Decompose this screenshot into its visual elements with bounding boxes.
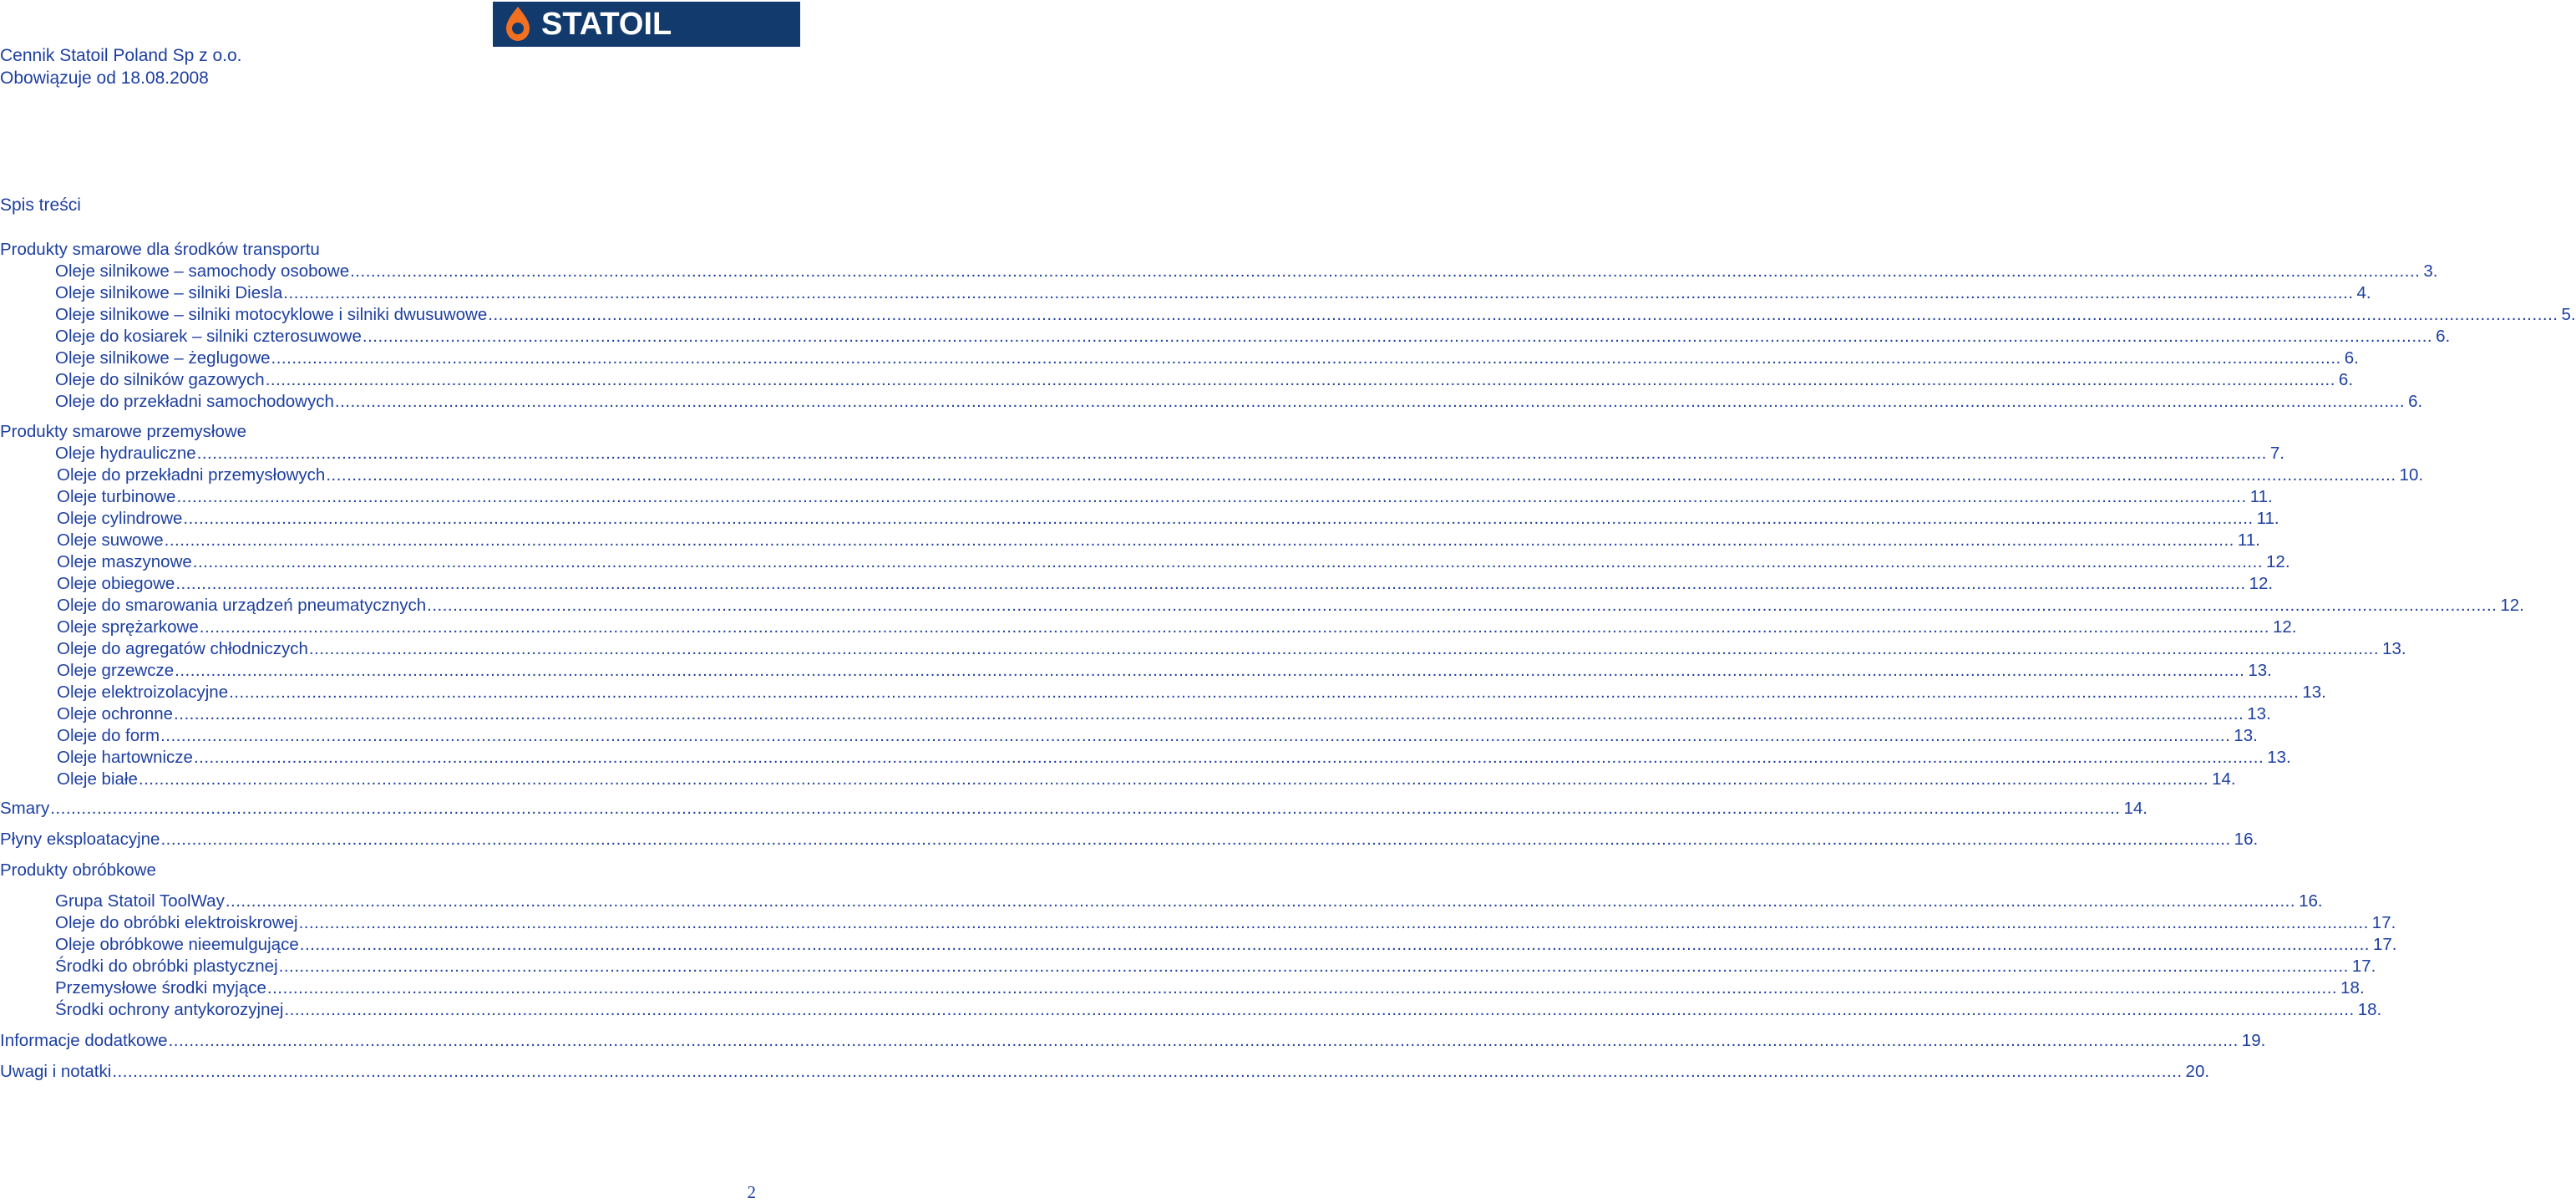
toc-entry-page: 16. bbox=[2299, 891, 2323, 911]
toc-entry[interactable] bbox=[57, 464, 2424, 486]
toc-dot-leader: ................................................................................................................................................................................................................................................................................................................................................................................................................ bbox=[174, 704, 2244, 723]
toc-entry-label: Środki ochrony antykorozyjnej bbox=[55, 1000, 284, 1019]
toc-entry-page: 19. bbox=[2241, 1031, 2266, 1050]
toc-entry[interactable] bbox=[57, 638, 2406, 660]
toc-entry-page: 17. bbox=[2372, 935, 2397, 954]
toc-entry-page: 4. bbox=[2356, 283, 2371, 302]
toc-entry-label: Oleje obróbkowe nieemulgujące bbox=[55, 935, 299, 954]
toc-entry[interactable] bbox=[0, 1030, 2266, 1052]
toc-entry-page: 11. bbox=[2237, 530, 2260, 550]
toc-dot-leader: ................................................................................................................................................................................................................................................................................................................................................................................................................ bbox=[160, 726, 2231, 745]
price-list-title: Cennik Statoil Poland Sp z o.o. bbox=[0, 46, 242, 65]
toc-entry-page: 14. bbox=[2212, 769, 2236, 789]
toc-entry-page: 13. bbox=[2267, 748, 2291, 767]
toc-entry-label: Oleje do agregatów chłodniczych bbox=[57, 639, 308, 658]
toc-entry-label: Oleje ochronne bbox=[57, 704, 174, 723]
toc-entry-page: 13. bbox=[2302, 683, 2326, 702]
toc-entry[interactable] bbox=[57, 617, 2297, 638]
toc-entry-page: 17. bbox=[2351, 957, 2376, 976]
toc-entry-label: Oleje sprężarkowe bbox=[57, 617, 199, 637]
toc-entry[interactable] bbox=[57, 747, 2291, 769]
toc-title: Spis treści bbox=[0, 195, 81, 215]
toc-dot-leader: ................................................................................................................................................................................................................................................................................................................................................................................................................ bbox=[298, 913, 2369, 932]
toc-entry-label: Oleje silnikowe – silniki Diesla bbox=[55, 283, 283, 302]
toc-entry-page: 7. bbox=[2269, 444, 2284, 463]
page-number: 2 bbox=[747, 1182, 756, 1202]
toc-entry-label: Oleje cylindrowe bbox=[57, 509, 183, 528]
toc-dot-leader: ................................................................................................................................................................................................................................................................................................................................................................................................................ bbox=[308, 639, 2380, 658]
toc-dot-leader: ................................................................................................................................................................................................................................................................................................................................................................................................................ bbox=[160, 830, 2231, 849]
toc-entry[interactable] bbox=[55, 934, 2397, 956]
toc-entry[interactable] bbox=[55, 282, 2371, 304]
toc-dot-leader: ................................................................................................................................................................................................................................................................................................................................................................................................................ bbox=[175, 661, 2245, 680]
toc-dot-leader: ................................................................................................................................................................................................................................................................................................................................................................................................................ bbox=[284, 1000, 2355, 1019]
toc-entry-page: 16. bbox=[2234, 830, 2259, 849]
toc-entry-page: 14. bbox=[2123, 799, 2148, 818]
toc-entry-label: Oleje do obróbki elektroiskrowej bbox=[55, 913, 298, 932]
toc-entry-label: Oleje do smarowania urządzeń pneumatycznych bbox=[57, 596, 427, 615]
toc-entry-label: Oleje białe bbox=[57, 769, 138, 789]
toc-entry-label: Płyny eksploatacyjne bbox=[0, 830, 160, 849]
logo-text: STATOIL bbox=[541, 7, 672, 42]
toc-entry[interactable] bbox=[57, 660, 2272, 682]
toc-section-heading: Produkty smarowe przemysłowe bbox=[0, 422, 247, 441]
statoil-logo bbox=[493, 2, 800, 47]
toc-entry-page: 13. bbox=[2382, 639, 2406, 658]
toc-entry-label: Przemysłowe środki myjące bbox=[55, 978, 266, 997]
toc-entry-page: 11. bbox=[2256, 509, 2279, 528]
toc-dot-leader: ................................................................................................................................................................................................................................................................................................................................................................................................................ bbox=[299, 935, 2370, 954]
toc-entry[interactable] bbox=[57, 725, 2258, 747]
toc-entry-page: 10. bbox=[2399, 465, 2424, 485]
toc-entry[interactable] bbox=[57, 682, 2326, 703]
toc-entry-page: 12. bbox=[2273, 617, 2297, 637]
toc-entry-page: 12. bbox=[2500, 596, 2524, 615]
toc-entry-label: Oleje suwowe bbox=[57, 530, 164, 550]
toc-dot-leader: ................................................................................................................................................................................................................................................................................................................................................................................................................ bbox=[168, 1031, 2239, 1050]
toc-dot-leader: ................................................................................................................................................................................................................................................................................................................................................................................................................ bbox=[265, 370, 2335, 389]
toc-entry-label: Oleje hydrauliczne bbox=[55, 444, 196, 463]
toc-entry-page: 13. bbox=[2248, 661, 2272, 680]
toc-entry[interactable] bbox=[57, 486, 2273, 508]
toc-entry[interactable] bbox=[0, 798, 2148, 820]
toc-entry[interactable] bbox=[57, 769, 2236, 790]
toc-entry-label: Oleje turbinowe bbox=[57, 487, 176, 506]
toc-entry-label: Oleje do przekładni przemysłowych bbox=[57, 465, 326, 485]
toc-dot-leader: ................................................................................................................................................................................................................................................................................................................................................................................................................ bbox=[278, 957, 2349, 976]
toc-entry[interactable] bbox=[55, 304, 2576, 326]
toc-entry[interactable] bbox=[57, 530, 2260, 551]
toc-entry[interactable] bbox=[57, 703, 2271, 725]
toc-entry-label: Środki do obróbki plastycznej bbox=[55, 957, 278, 976]
toc-entry-page: 6. bbox=[2436, 327, 2451, 346]
toc-entry[interactable] bbox=[55, 912, 2396, 934]
toc-dot-leader: ................................................................................................................................................................................................................................................................................................................................................................................................................ bbox=[175, 574, 2246, 593]
toc-dot-leader: ................................................................................................................................................................................................................................................................................................................................................................................................................ bbox=[266, 978, 2338, 997]
toc-dot-leader: ................................................................................................................................................................................................................................................................................................................................................................................................................ bbox=[362, 327, 2433, 346]
toc-dot-leader: ................................................................................................................................................................................................................................................................................................................................................................................................................ bbox=[164, 530, 2234, 550]
toc-dot-leader: ................................................................................................................................................................................................................................................................................................................................................................................................................ bbox=[326, 465, 2396, 485]
toc-entry[interactable] bbox=[55, 956, 2376, 977]
toc-entry-label: Oleje obiegowe bbox=[57, 574, 175, 593]
toc-entry-page: 13. bbox=[2234, 726, 2258, 745]
toc-entry-page: 3. bbox=[2423, 261, 2438, 281]
toc-entry[interactable] bbox=[55, 391, 2423, 413]
toc-entry-label: Oleje silnikowe – silniki motocyklowe i silniki dwusuwowe bbox=[55, 305, 488, 324]
toc-dot-leader: ................................................................................................................................................................................................................................................................................................................................................................................................................ bbox=[112, 1062, 2183, 1081]
toc-dot-leader: ................................................................................................................................................................................................................................................................................................................................................................................................................ bbox=[225, 891, 2296, 911]
toc-entry-label: Oleje do form bbox=[57, 726, 160, 745]
toc-entry[interactable] bbox=[0, 829, 2259, 850]
toc-section-heading: Produkty obróbkowe bbox=[0, 860, 156, 880]
toc-entry[interactable] bbox=[55, 261, 2438, 282]
toc-dot-leader: ................................................................................................................................................................................................................................................................................................................................................................................................................ bbox=[50, 799, 2121, 818]
toc-dot-leader: ................................................................................................................................................................................................................................................................................................................................................................................................................ bbox=[183, 509, 2254, 528]
effective-date: Obowiązuje od 18.08.2008 bbox=[0, 69, 209, 88]
toc-entry-label: Oleje maszynowe bbox=[57, 552, 192, 571]
toc-dot-leader: ................................................................................................................................................................................................................................................................................................................................................................................................................ bbox=[138, 769, 2209, 789]
toc-dot-leader: ................................................................................................................................................................................................................................................................................................................................................................................................................ bbox=[229, 683, 2300, 702]
toc-dot-leader: ................................................................................................................................................................................................................................................................................................................................................................................................................ bbox=[334, 392, 2406, 411]
toc-entry[interactable] bbox=[55, 977, 2365, 999]
toc-entry[interactable] bbox=[55, 369, 2354, 391]
toc-dot-leader: ................................................................................................................................................................................................................................................................................................................................................................................................................ bbox=[283, 283, 2354, 302]
toc-entry-label: Oleje do silników gazowych bbox=[55, 370, 265, 389]
toc-dot-leader: ................................................................................................................................................................................................................................................................................................................................................................................................................ bbox=[350, 261, 2421, 281]
toc-entry-label: Uwagi i notatki bbox=[0, 1062, 112, 1081]
toc-entry[interactable] bbox=[55, 348, 2359, 369]
toc-entry[interactable] bbox=[55, 443, 2284, 464]
toc-entry-page: 6. bbox=[2408, 392, 2423, 411]
toc-entry-label: Oleje do przekładni samochodowych bbox=[55, 392, 334, 411]
toc-entry-page: 12. bbox=[2249, 574, 2274, 593]
toc-dot-leader: ................................................................................................................................................................................................................................................................................................................................................................................................................ bbox=[488, 305, 2558, 324]
flame-drop-icon bbox=[499, 2, 536, 47]
toc-entry-label: Oleje silnikowe – żeglugowe bbox=[55, 348, 271, 368]
toc-entry[interactable] bbox=[57, 573, 2274, 595]
toc-entry-label: Oleje silnikowe – samochody osobowe bbox=[55, 261, 350, 281]
toc-dot-leader: ................................................................................................................................................................................................................................................................................................................................................................................................................ bbox=[271, 348, 2341, 368]
toc-entry[interactable] bbox=[57, 595, 2524, 617]
toc-entry-label: Oleje hartownicze bbox=[57, 748, 193, 767]
toc-entry-label: Smary bbox=[0, 799, 50, 818]
toc-entry-page: 12. bbox=[2266, 552, 2290, 571]
toc-entry[interactable] bbox=[55, 891, 2323, 912]
toc-dot-leader: ................................................................................................................................................................................................................................................................................................................................................................................................................ bbox=[196, 444, 2267, 463]
toc-entry-page: 11. bbox=[2249, 487, 2273, 506]
toc-entry[interactable] bbox=[57, 551, 2290, 573]
toc-entry-page: 18. bbox=[2357, 1000, 2382, 1019]
toc-entry[interactable] bbox=[55, 999, 2382, 1021]
toc-entry-page: 18. bbox=[2340, 978, 2365, 997]
toc-entry[interactable] bbox=[57, 508, 2279, 530]
toc-entry-label: Grupa Statoil ToolWay bbox=[55, 891, 225, 911]
toc-dot-leader: ................................................................................................................................................................................................................................................................................................................................................................................................................ bbox=[176, 487, 2247, 506]
toc-entry-label: Oleje elektroizolacyjne bbox=[57, 683, 229, 702]
toc-dot-leader: ................................................................................................................................................................................................................................................................................................................................................................................................................ bbox=[193, 748, 2264, 767]
toc-dot-leader: ................................................................................................................................................................................................................................................................................................................................................................................................................ bbox=[192, 552, 2264, 571]
toc-entry-label: Informacje dodatkowe bbox=[0, 1031, 168, 1050]
toc-entry-page: 13. bbox=[2247, 704, 2271, 723]
toc-dot-leader: ................................................................................................................................................................................................................................................................................................................................................................................................................ bbox=[427, 596, 2497, 615]
toc-entry[interactable] bbox=[55, 326, 2451, 348]
toc-entry-page: 20. bbox=[2185, 1062, 2210, 1081]
toc-dot-leader: ................................................................................................................................................................................................................................................................................................................................................................................................................ bbox=[199, 617, 2269, 637]
toc-entry-page: 5. bbox=[2561, 305, 2576, 324]
toc-entry-label: Oleje do kosiarek – silniki czterosuwowe bbox=[55, 327, 362, 346]
toc-entry-label: Oleje grzewcze bbox=[57, 661, 175, 680]
toc-entry-page: 17. bbox=[2371, 913, 2396, 932]
toc-section-heading: Produkty smarowe dla środków transportu bbox=[0, 240, 320, 259]
toc-entry[interactable] bbox=[0, 1061, 2210, 1083]
toc-entry-page: 6. bbox=[2344, 348, 2359, 368]
toc-entry-page: 6. bbox=[2338, 370, 2354, 389]
